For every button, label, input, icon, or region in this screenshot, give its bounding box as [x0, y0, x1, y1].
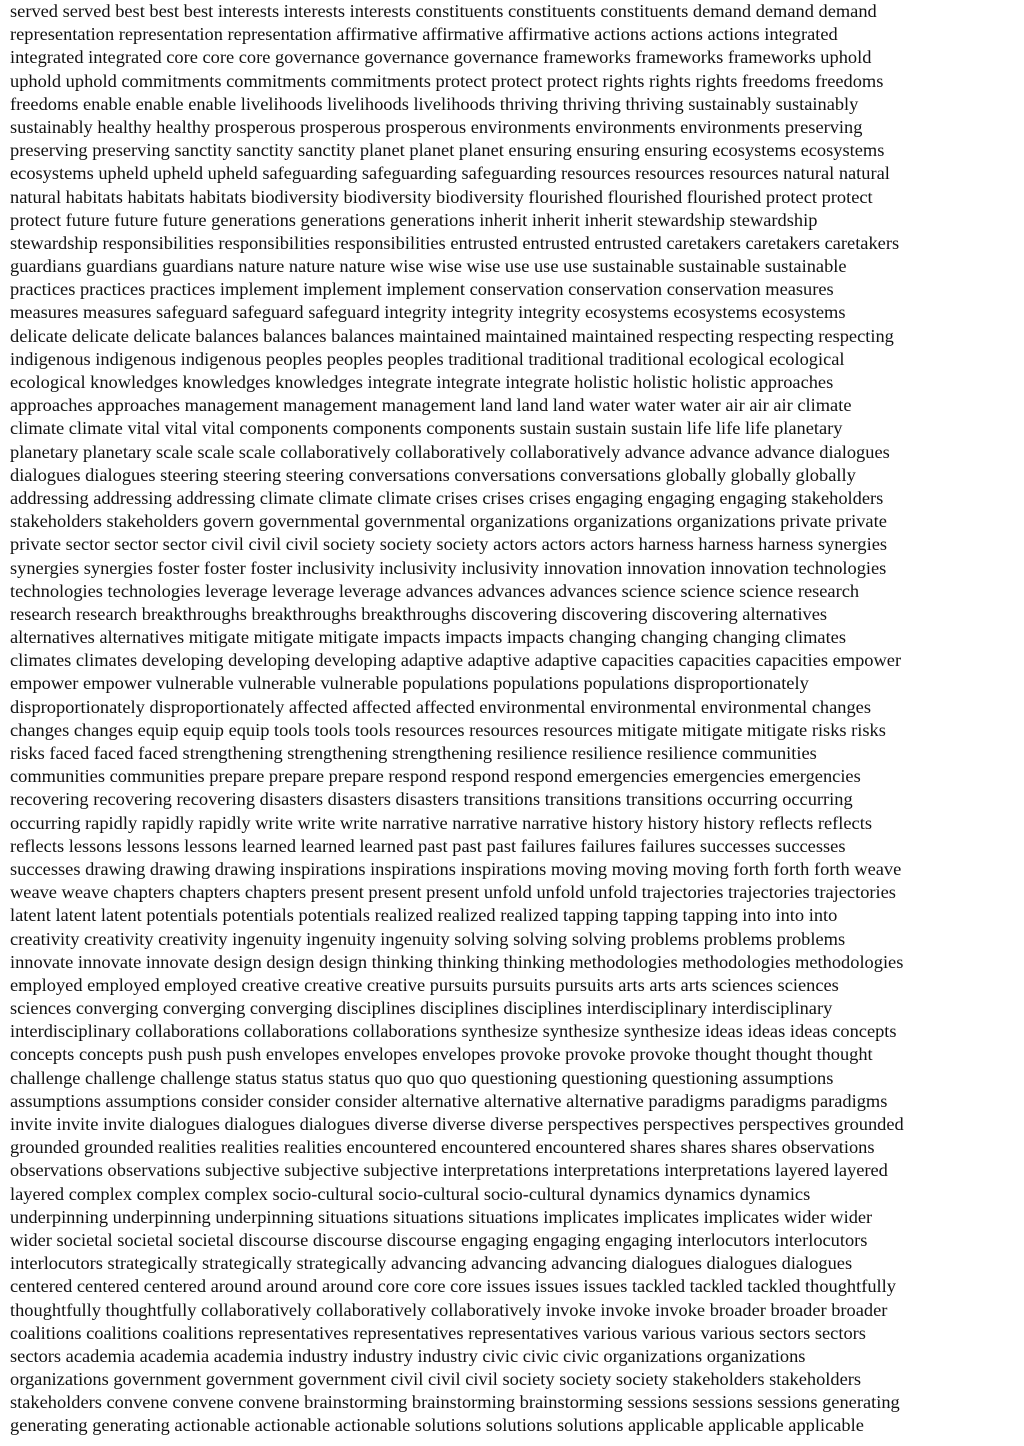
text-line: indigenous indigenous indigenous peoples peoples peoples traditional traditional traditional ecological ecological	[10, 348, 845, 369]
text-line: climates climates developing developing developing adaptive adaptive adaptive capacities capacities capacities empower	[10, 650, 902, 671]
text-line: practices practices practices implement implement implement conservation conservation conservation measures	[10, 279, 834, 300]
text-line: observations observations subjective subjective subjective interpretations interpretations interpretations layered layered	[10, 1160, 888, 1181]
text-line: recovering recovering recovering disasters disasters disasters transitions transitions transitions occurring occurring	[10, 789, 853, 810]
document-body	[10, 0, 1020, 1438]
text-line: underpinning underpinning underpinning situations situations situations implicates implicates implicates wider wider	[10, 1206, 873, 1227]
text-line: employed employed employed creative creative creative pursuits pursuits pursuits arts arts arts sciences sciences	[10, 974, 839, 995]
text-line: disproportionately disproportionately affected affected affected environmental environmental environmental changes	[10, 696, 871, 717]
text-line: thoughtfully thoughtfully collaboratively collaboratively collaboratively invoke invoke invoke broader broader broader	[10, 1299, 888, 1320]
text-line: sectors academia academia academia industry industry industry civic civic civic organizations organizations	[10, 1345, 806, 1366]
text-line: preserving preserving sanctity sanctity sanctity planet planet planet ensuring ensuring ensuring ecosystems ecosystems	[10, 140, 885, 161]
text-line: representation representation representation affirmative affirmative affirmative actions actions actions integrated	[10, 24, 838, 45]
text-line: private sector sector sector civil civil civil society society society actors actors actors harness harness harness synergies	[10, 534, 888, 555]
text-line: ecological knowledges knowledges knowledges integrate integrate integrate holistic holistic holistic approaches	[10, 372, 834, 392]
text-line: measures measures safeguard safeguard safeguard integrity integrity integrity ecosystems ecosystems ecosystems	[10, 302, 846, 323]
text-line: concepts concepts push push push envelopes envelopes envelopes provoke provoke provoke thought thought thought	[10, 1044, 873, 1065]
text-line: risks faced faced faced strengthening strengthening strengthening resilience resilience resilience communities	[10, 743, 817, 763]
text-line: successes drawing drawing drawing inspirations inspirations inspirations moving moving moving forth forth forth weave	[10, 858, 902, 879]
text-line: interdisciplinary collaborations collaborations collaborations synthesize synthesize synthesize ideas ideas ideas concepts	[10, 1021, 897, 1042]
text-line: centered centered centered around around around core core core issues issues issues tackled tackled tackled thoughtfully	[10, 1276, 896, 1297]
text-line: organizations government government government civil civil civil society society society stakeholders stakeholders	[10, 1369, 862, 1390]
text-line: planetary planetary scale scale scale collaboratively collaboratively collaboratively advance advance advance dialogues	[10, 441, 890, 462]
text-line: empower empower vulnerable vulnerable vulnerable populations populations populations disproportionately	[10, 673, 809, 694]
text-line: alternatives alternatives mitigate mitigate mitigate impacts impacts impacts changing changing changing climates	[10, 627, 847, 648]
text-line: natural habitats habitats habitats biodiversity biodiversity biodiversity flourished flourished flourished protect protect	[10, 186, 873, 207]
text-line: integrated integrated core core core governance governance governance frameworks frameworks frameworks uphold	[10, 47, 872, 68]
text-line: stakeholders stakeholders govern governmental governmental organizations organizations organizations private private	[10, 511, 887, 532]
text-line: dialogues dialogues steering steering steering conversations conversations conversations globally globally globally	[10, 464, 856, 485]
text-line: sciences converging converging converging disciplines disciplines disciplines interdisciplinary interdisciplinary	[10, 998, 833, 1019]
text-line: served served best best best interests interests interests constituents constituents constituents demand demand demand	[10, 1, 877, 21]
text-line: technologies technologies leverage leverage leverage advances advances advances science science science research	[10, 580, 860, 601]
text-line: stewardship responsibilities responsibilities responsibilities entrusted entrusted entrusted caretakers caretakers caretakers	[10, 232, 900, 253]
text-line: communities communities prepare prepare prepare respond respond respond emergencies emergencies emergencies	[10, 766, 861, 787]
text-line: climate climate vital vital vital components components components sustain sustain sustain life life life planetary	[10, 418, 843, 439]
text-line: generating generating actionable actionable actionable solutions solutions solutions applicable applicable applicable	[10, 1415, 864, 1436]
text-line: reflects lessons lessons lessons learned learned learned past past past failures failures failures successes successes	[10, 835, 846, 856]
text-line: invite invite invite dialogues dialogues dialogues diverse diverse diverse perspectives perspectives perspectives grounded	[10, 1114, 904, 1134]
text-line: approaches approaches management management management land land land water water water air air air climate	[10, 395, 852, 416]
text-line: innovate innovate innovate design design design thinking thinking thinking methodologies methodologies methodologies	[10, 951, 904, 972]
text-line: challenge challenge challenge status status status quo quo quo questioning questioning questioning assumptions	[10, 1067, 834, 1088]
text-line: research research breakthroughs breakthroughs breakthroughs discovering discovering discovering alternatives	[10, 603, 828, 624]
text-line: assumptions assumptions consider consider consider alternative alternative alternative paradigms paradigms paradigms	[10, 1090, 888, 1111]
text-line: synergies synergies foster foster foster inclusivity inclusivity inclusivity innovation innovation innovation technologies	[10, 557, 887, 578]
text-line: latent latent latent potentials potentials potentials realized realized realized tapping tapping tapping into into into	[10, 905, 838, 926]
text-line: addressing addressing addressing climate climate climate crises crises crises engaging engaging engaging stakeholders	[10, 487, 884, 508]
text-line: delicate delicate delicate balances balances balances maintained maintained maintained respecting respecting respecting	[10, 325, 894, 346]
text-line: creativity creativity creativity ingenuity ingenuity ingenuity solving solving solving problems problems problems	[10, 928, 846, 949]
text-line: stakeholders convene convene convene brainstorming brainstorming brainstorming sessions sessions sessions generating	[10, 1392, 900, 1413]
text-line: wider societal societal societal discourse discourse discourse engaging engaging engaging interlocutors interlocutors	[10, 1229, 868, 1250]
text-line: ecosystems upheld upheld upheld safeguarding safeguarding safeguarding resources resources resources natural natural	[10, 163, 890, 184]
text-line: layered complex complex complex socio-cultural socio-cultural socio-cultural dynamics dynamics dynamics	[10, 1183, 811, 1204]
text-line: weave weave chapters chapters chapters present present present unfold unfold unfold trajectories trajectories trajectories	[10, 882, 896, 903]
text-line: guardians guardians guardians nature nature nature wise wise wise use use use sustainable sustainable sustainable	[10, 256, 847, 277]
text-line: coalitions coalitions coalitions representatives representatives representatives various various various sectors sectors	[10, 1322, 866, 1343]
text-line: protect future future future generations generations generations inherit inherit inherit stewardship stewardship	[10, 209, 818, 230]
text-line: sustainably healthy healthy prosperous prosperous prosperous environments environments environments preserving	[10, 116, 863, 137]
text-line: grounded grounded realities realities realities encountered encountered encountered shares shares shares observations	[10, 1137, 875, 1158]
text-line: interlocutors strategically strategically strategically advancing advancing advancing dialogues dialogues dialogues	[10, 1253, 853, 1274]
text-line: changes changes equip equip equip tools tools tools resources resources resources mitigate mitigate mitigate risks risks	[10, 719, 886, 740]
text-line: uphold uphold commitments commitments commitments protect protect protect rights rights rights freedoms freedoms	[10, 70, 884, 91]
text-line: occurring rapidly rapidly rapidly write write write narrative narrative narrative history history history reflects reflects	[10, 812, 872, 833]
text-line: freedoms enable enable enable livelihoods livelihoods livelihoods thriving thriving thriving sustainably sustainably	[10, 93, 859, 114]
